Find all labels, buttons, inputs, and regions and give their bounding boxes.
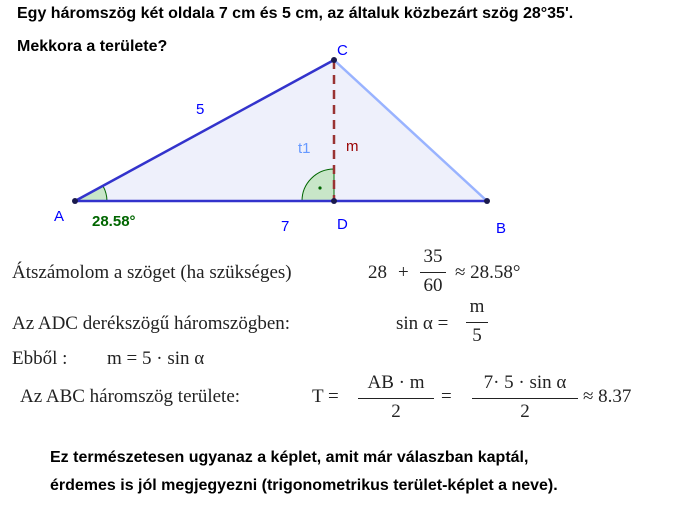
- step4-numerator-2: 7· 5 · sin α: [483, 372, 567, 393]
- step4-text: Az ABC háromszög területe:: [20, 386, 241, 407]
- step1-denominator: 60: [423, 275, 443, 296]
- step4-numerator-1: AB · m: [367, 372, 425, 393]
- step2-numerator: m: [469, 296, 485, 317]
- point-b: [484, 198, 490, 204]
- step2-lhs: sin α =: [396, 313, 449, 334]
- step4-denominator-1: 2: [391, 401, 401, 422]
- label-d: D: [337, 216, 348, 233]
- step3-equation: m = 5 · sin α: [107, 348, 205, 369]
- step1-plus: +: [398, 262, 409, 283]
- label-a: A: [54, 208, 65, 225]
- point-a: [72, 198, 78, 204]
- step2-denominator: 5: [472, 325, 482, 346]
- step1-result: ≈ 28.58°: [455, 262, 521, 283]
- step1-whole: 28: [368, 262, 387, 283]
- step1-numerator: 35: [423, 246, 443, 267]
- label-b: B: [496, 220, 507, 237]
- side-ab-label: 7: [281, 218, 290, 235]
- t1-label: t1: [298, 140, 311, 157]
- step3-text: Ebből :: [12, 348, 68, 369]
- step4-result: ≈ 8.37: [583, 386, 632, 407]
- step4-fraction-bar-2: [472, 398, 578, 399]
- step4-fraction-bar-1: [358, 398, 434, 399]
- note-line-2: érdemes is jól megjegyezni (trigonometrikus terület-képlet a neve).: [50, 477, 558, 494]
- side-ac-label: 5: [196, 101, 205, 118]
- m-label: m: [346, 138, 359, 155]
- label-c: C: [337, 42, 348, 59]
- problem-line-1: Egy háromszög két oldala 7 cm és 5 cm, az általuk közbezárt szög 28°35'.: [17, 5, 574, 22]
- triangle-fill: [75, 60, 487, 201]
- step4-T: T =: [312, 386, 339, 407]
- point-d: [331, 198, 337, 204]
- step4-denominator-2: 2: [520, 401, 530, 422]
- step1-text: Átszámolom a szöget (ha szükséges): [12, 262, 292, 283]
- angle-a-label: 28.58°: [92, 213, 136, 230]
- step2-text: Az ADC derékszögű háromszögben:: [12, 313, 291, 334]
- step4-equals: =: [441, 386, 452, 407]
- step2-fraction-bar: [466, 322, 488, 323]
- problem-line-2: Mekkora a területe?: [17, 38, 168, 55]
- step1-fraction-bar: [420, 272, 446, 273]
- right-angle-dot: [318, 186, 321, 189]
- note-line-1: Ez természetesen ugyanaz a képlet, amit már válaszban kaptál,: [50, 449, 529, 466]
